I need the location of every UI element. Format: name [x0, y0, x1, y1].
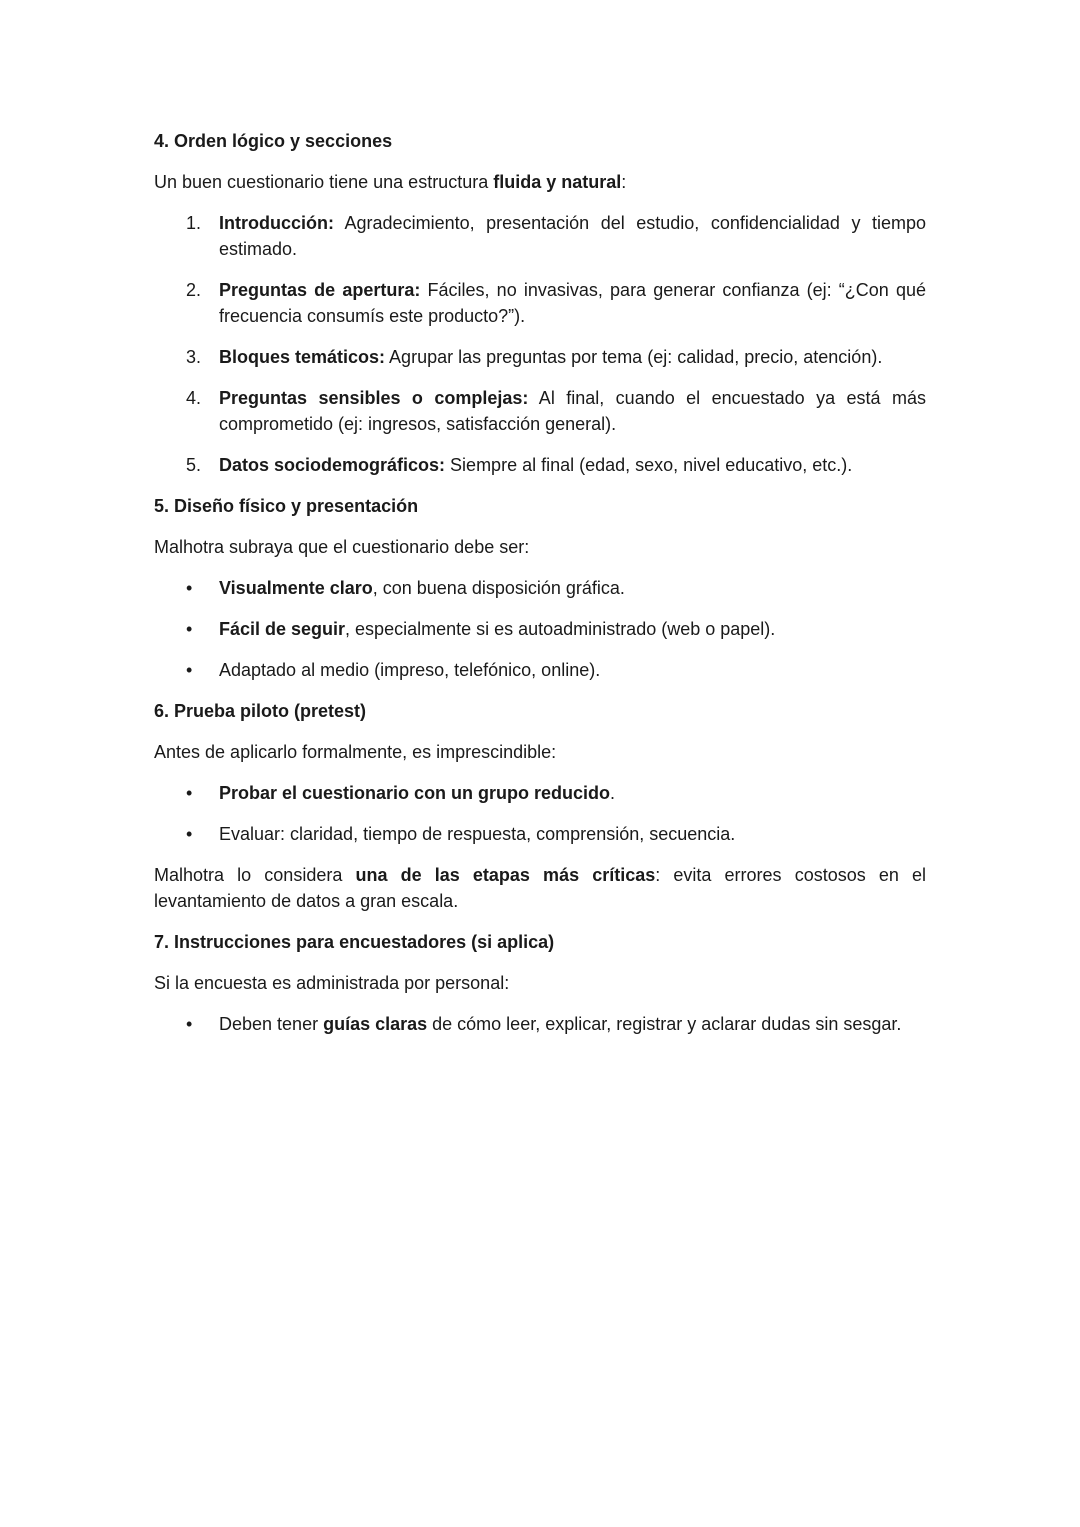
section-7-intro: Si la encuesta es administrada por personal: [154, 973, 510, 993]
section-5-list [154, 575, 926, 683]
section-6-closing: Malhotra lo considera una de las etapas más críticas: evita errores costosos en el levantamiento de datos a gran escala. [154, 865, 927, 911]
section-6-heading: 6. Prueba piloto (pretest) [154, 701, 367, 721]
list-item: • Fácil de seguir, especialmente si es autoadministrado (web o papel). [154, 616, 926, 642]
section-5-intro: Malhotra subraya que el cuestionario debe ser: [154, 537, 530, 557]
list-item: 1. Introducción: Agradecimiento, presentación del estudio, confidencialidad y tiempo estimado. [186, 213, 926, 259]
bullet-icon: • [186, 619, 193, 639]
bullet-icon: • [186, 824, 193, 844]
bullet-icon: • [186, 783, 193, 803]
section-4-intro: Un buen cuestionario tiene una estructura fluida y natural: [154, 172, 627, 192]
section-5-heading: 5. Diseño físico y presentación [154, 496, 419, 516]
list-item: • Evaluar: claridad, tiempo de respuesta, comprensión, secuencia. [154, 821, 926, 847]
list-item: 4. Preguntas sensibles o complejas: Al final, cuando el encuestado ya está más comprometido (ej: ingresos, satisfacción general). [186, 388, 926, 434]
list-item: • Probar el cuestionario con un grupo reducido. [154, 780, 926, 806]
list-item: • Visualmente claro, con buena disposición gráfica. [154, 575, 926, 601]
bullet-icon: • [186, 1014, 193, 1034]
section-6-intro: Antes de aplicarlo formalmente, es imprescindible: [154, 742, 557, 762]
list-item: 5. Datos sociodemográficos: Siempre al final (edad, sexo, nivel educativo, etc.). [186, 455, 853, 475]
section-7-heading: 7. Instrucciones para encuestadores (si aplica) [154, 932, 555, 952]
section-6-list [154, 780, 926, 847]
list-item: 2. Preguntas de apertura: Fáciles, no invasivas, para generar confianza (ej: “¿Con qué frecuencia consumís este producto?”). [186, 280, 926, 326]
list-item: • Adaptado al medio (impreso, telefónico, online). [154, 657, 926, 683]
section-4-list [154, 210, 926, 478]
section-7-list [154, 1011, 926, 1037]
list-item: • Deben tener guías claras de cómo leer, explicar, registrar y aclarar dudas sin sesgar. [154, 1011, 926, 1037]
bullet-icon: • [186, 578, 193, 598]
document-page [154, 128, 926, 1052]
bullet-icon: • [186, 660, 193, 680]
section-4-heading: 4. Orden lógico y secciones [154, 131, 393, 151]
list-item: 3. Bloques temáticos: Agrupar las preguntas por tema (ej: calidad, precio, atención). [186, 347, 883, 367]
